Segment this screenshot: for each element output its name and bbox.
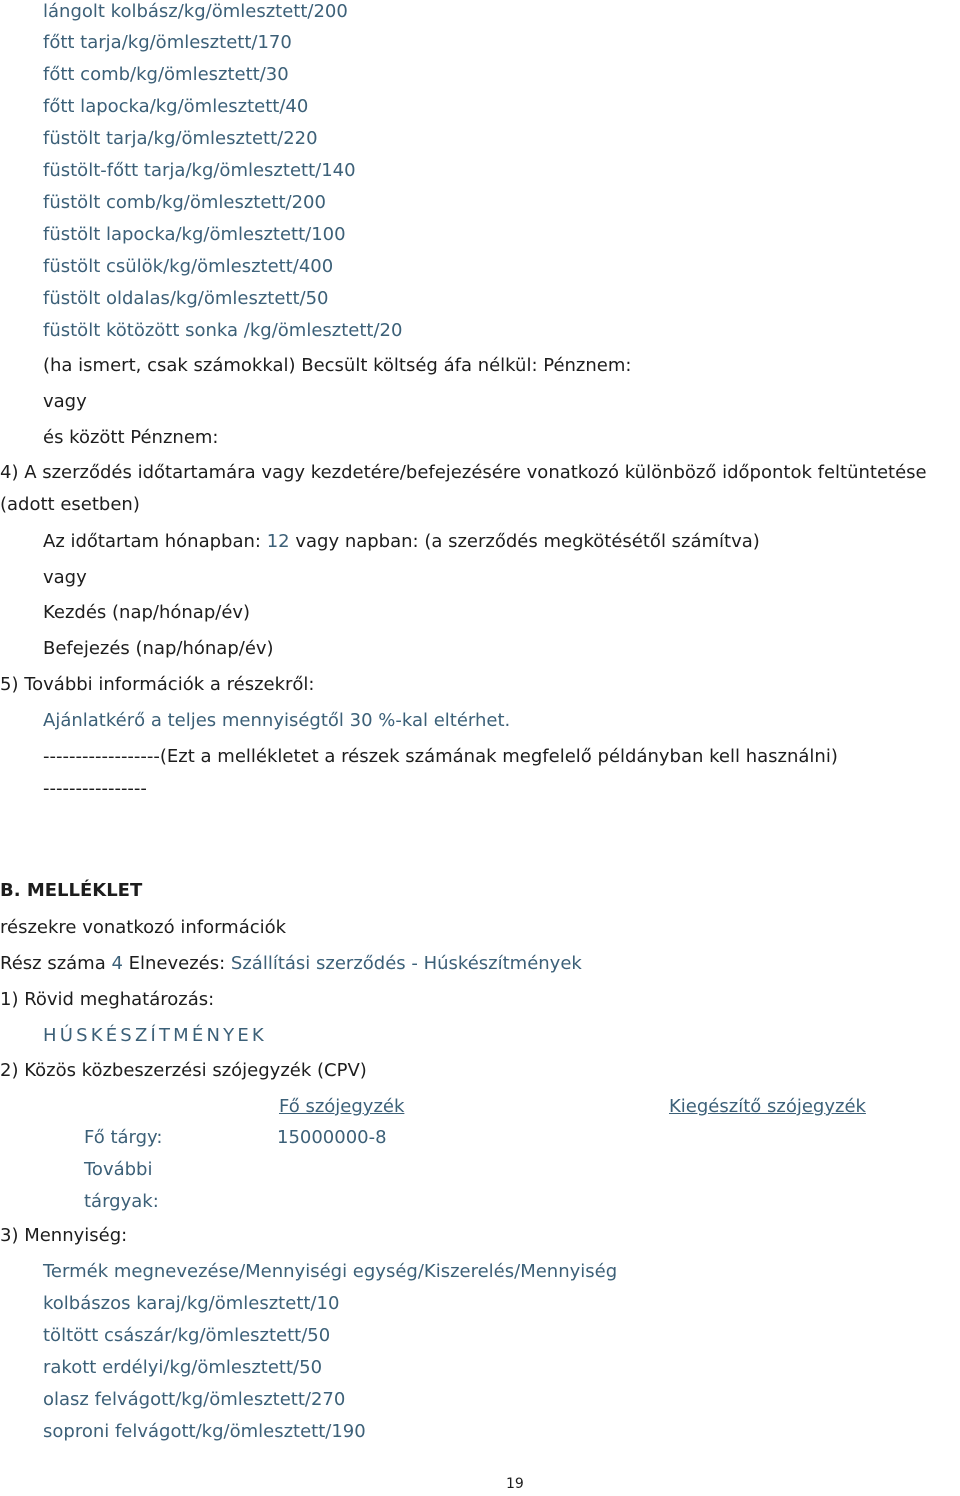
list-item: füstölt comb/kg/ömlesztett/200 [43,192,326,213]
list-item: füstölt-főtt tarja/kg/ömlesztett/140 [43,160,356,181]
start-date: Kezdés (nap/hónap/év) [43,602,251,623]
main-subject-code: 15000000-8 [277,1127,387,1148]
list-item: kolbászos karaj/kg/ömlesztett/10 [43,1293,340,1314]
list-item: főtt tarja/kg/ömlesztett/170 [43,32,292,53]
duration-label: Az időtartam hónapban: [43,531,267,552]
list-item: töltött császár/kg/ömlesztett/50 [43,1325,331,1346]
list-item: füstölt lapocka/kg/ömlesztett/100 [43,224,346,245]
list-item: lángolt kolbász/kg/ömlesztett/200 [43,1,348,22]
list-item: rakott erdélyi/kg/ömlesztett/50 [43,1357,323,1378]
cpv-extra-header: Kiegészítő szójegyzék [669,1096,866,1117]
part-number-label: Rész száma [0,953,112,974]
cpv-heading: 2) Közös közbeszerzési szójegyzék (CPV) [0,1060,367,1081]
part-line [0,952,582,976]
list-item: füstölt csülök/kg/ömlesztett/400 [43,256,334,277]
cost-or: vagy [43,391,87,412]
duration-line [43,530,760,554]
duration-rest: vagy napban: (a szerződés megkötésétől számítva) [289,531,760,552]
section4-heading: 4) A szerződés időtartamára vagy kezdetére/befejezésére vonatkozó különböző időpontok feltüntetése [0,462,927,483]
main-subject-label: Fő tárgy: [84,1127,163,1148]
list-item: füstölt tarja/kg/ömlesztett/220 [43,128,318,149]
annex-subtitle: részekre vonatkozó információk [0,917,287,938]
cost-range: és között Pénznem: [43,427,219,448]
list-item: füstölt kötözött sonka /kg/ömlesztett/20 [43,320,403,341]
cost-line: (ha ismert, csak számokkal) Becsült költség áfa nélkül: Pénznem: [43,355,632,376]
quantity-header: Termék megnevezése/Mennyiségi egység/Kiszerelés/Mennyiség [43,1261,618,1282]
section5-note: ------------------(Ezt a mellékletet a részek számának megfelelő példányban kell használni) [43,746,838,767]
quantity-heading: 3) Mennyiség: [0,1225,128,1246]
other-subjects-label: További [84,1159,153,1180]
part-number: 4 [111,953,123,974]
section5-info: Ajánlatkérő a teljes mennyiségtől 30 %-kal eltérhet. [43,710,511,731]
section5-heading: 5) További információk a részekről: [0,674,315,695]
end-date: Befejezés (nap/hónap/év) [43,638,274,659]
short-desc-heading: 1) Rövid meghatározás: [0,989,215,1010]
list-item: olasz felvágott/kg/ömlesztett/270 [43,1389,346,1410]
duration-or: vagy [43,567,87,588]
list-item: főtt lapocka/kg/ömlesztett/40 [43,96,309,117]
list-item: füstölt oldalas/kg/ömlesztett/50 [43,288,329,309]
section4-heading-cont: (adott esetben) [0,494,140,515]
duration-value: 12 [266,531,290,552]
part-name: Szállítási szerződés - Húskészítmények [230,953,582,974]
short-desc: HÚSKÉSZÍTMÉNYEK [43,1025,267,1046]
section5-note-cont: ---------------- [43,778,147,799]
other-subjects-label-cont: tárgyak: [84,1191,159,1212]
list-item: soproni felvágott/kg/ömlesztett/190 [43,1421,366,1442]
page-number: 19 [506,1476,524,1492]
list-item: főtt comb/kg/ömlesztett/30 [43,64,289,85]
cpv-main-header: Fő szójegyzék [279,1096,405,1117]
annex-title: B. MELLÉKLET [0,880,143,901]
part-name-label: Elnevezés: [122,953,231,974]
